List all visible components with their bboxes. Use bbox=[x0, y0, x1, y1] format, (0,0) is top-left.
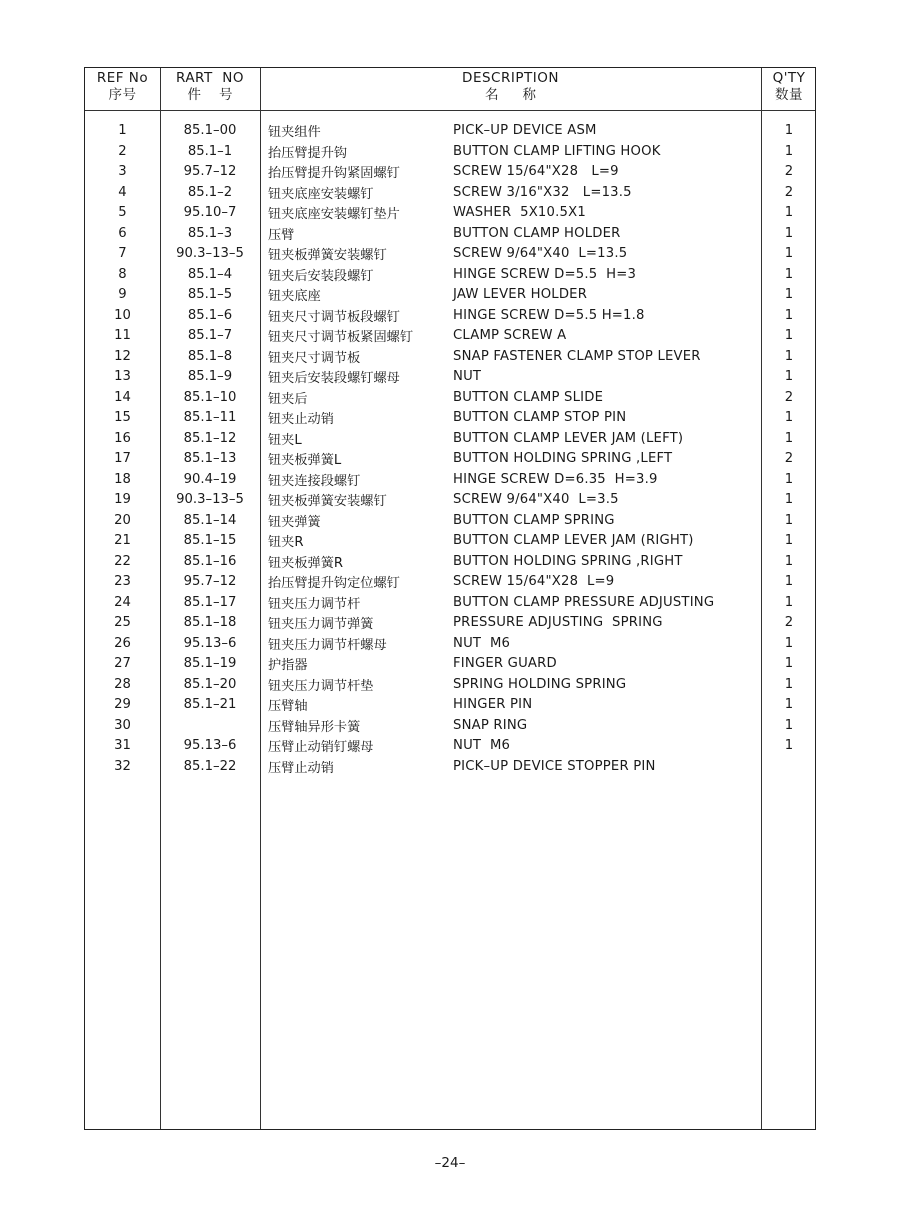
cell-ref-no: 7 bbox=[118, 246, 127, 261]
table-row bbox=[85, 388, 817, 409]
cell-ref-no: 4 bbox=[118, 184, 127, 200]
cell-quantity: 1 bbox=[784, 307, 794, 323]
table-row bbox=[85, 429, 817, 450]
cell-ref-no: 2 bbox=[118, 143, 127, 159]
cell-description-en: SCREW 9/64"X40 L=13.5 bbox=[453, 246, 628, 261]
cell-name-cn: 压臂轴 bbox=[268, 699, 308, 714]
table-row bbox=[85, 162, 817, 183]
cell-part-no: 85.1–14 bbox=[183, 512, 237, 528]
cell-name-cn: 钮夹止动销 bbox=[268, 412, 334, 427]
header-divider bbox=[85, 110, 815, 111]
cell-description-en: BUTTON CLAMP LIFTING HOOK bbox=[453, 143, 661, 159]
table-row bbox=[85, 244, 817, 265]
cell-description-en: SCREW 3/16"X32 L=13.5 bbox=[453, 184, 632, 200]
cell-part-no: 85.1–18 bbox=[183, 615, 237, 630]
cell-description-en: PICK–UP DEVICE ASM bbox=[453, 123, 597, 138]
cell-name-cn: 钮夹压力调节杆螺母 bbox=[268, 637, 387, 653]
cell-description-en: BUTTON CLAMP HOLDER bbox=[453, 225, 621, 241]
table-row bbox=[85, 306, 817, 327]
table-row bbox=[85, 654, 817, 675]
cell-description-en: BUTTON CLAMP SPRING bbox=[453, 512, 615, 528]
cell-quantity: 1 bbox=[784, 512, 794, 528]
cell-quantity: 1 bbox=[784, 574, 794, 589]
table-row bbox=[85, 449, 817, 470]
cell-name-cn: 钮夹后 bbox=[268, 391, 308, 407]
cell-part-no: 90.4–19 bbox=[183, 471, 237, 487]
cell-quantity: 1 bbox=[784, 410, 794, 425]
cell-name-cn: 钮夹弹簧 bbox=[268, 514, 321, 530]
parts-table bbox=[84, 67, 816, 1130]
cell-ref-no: 5 bbox=[118, 205, 127, 220]
cell-part-no: 85.1–11 bbox=[183, 410, 237, 425]
cell-name-cn: 钮夹底座安装螺钉垫片 bbox=[268, 207, 400, 222]
cell-ref-no: 13 bbox=[114, 369, 131, 384]
cell-description-en: NUT bbox=[453, 369, 482, 384]
table-row bbox=[85, 736, 817, 757]
cell-description-en: SCREW 15/64"X28 L=9 bbox=[453, 574, 615, 589]
cell-description-en: BUTTON HOLDING SPRING ,LEFT bbox=[453, 451, 673, 466]
cell-name-cn: 压臂止动销钉螺母 bbox=[268, 740, 374, 755]
table-row bbox=[85, 490, 817, 511]
cell-ref-no: 14 bbox=[114, 389, 131, 405]
header-part-en: RART NO bbox=[175, 70, 245, 86]
cell-description-en: WASHER 5X10.5X1 bbox=[453, 205, 586, 220]
cell-quantity: 1 bbox=[784, 471, 794, 487]
cell-ref-no: 3 bbox=[118, 164, 127, 179]
cell-part-no: 85.1–9 bbox=[187, 369, 233, 384]
cell-part-no: 85.1–10 bbox=[183, 389, 237, 405]
cell-part-no: 95.13–6 bbox=[183, 635, 237, 651]
cell-description-en: SNAP RING bbox=[453, 717, 528, 733]
cell-ref-no: 31 bbox=[114, 738, 131, 753]
cell-ref-no: 21 bbox=[114, 533, 131, 548]
cell-name-cn: 钮夹组件 bbox=[268, 125, 321, 140]
cell-name-cn: 钮夹板弹簧L bbox=[268, 453, 342, 468]
cell-part-no: 85.1–8 bbox=[187, 348, 233, 364]
cell-name-cn: 压臂 bbox=[268, 227, 295, 243]
cell-name-cn: 钮夹压力调节杆 bbox=[268, 596, 361, 612]
table-row bbox=[85, 203, 817, 224]
page-number: –24– bbox=[434, 1155, 466, 1171]
header-ref-en: REF No bbox=[96, 70, 149, 86]
header-description bbox=[260, 70, 761, 110]
cell-description-en: PRESSURE ADJUSTING SPRING bbox=[453, 615, 663, 630]
table-row bbox=[85, 265, 817, 286]
cell-name-cn: 抬压臂提升钩 bbox=[268, 145, 348, 161]
cell-ref-no: 30 bbox=[114, 717, 131, 733]
cell-quantity: 1 bbox=[784, 348, 794, 364]
cell-description-en: CLAMP SCREW A bbox=[453, 328, 567, 343]
table-row bbox=[85, 511, 817, 532]
cell-ref-no: 8 bbox=[118, 266, 127, 282]
cell-part-no: 95.7–12 bbox=[183, 164, 237, 179]
cell-name-cn: 钮夹后安装段螺钉螺母 bbox=[268, 371, 400, 386]
header-part-no bbox=[160, 70, 260, 110]
cell-description-en: HINGER PIN bbox=[453, 697, 533, 712]
cell-ref-no: 17 bbox=[114, 451, 131, 466]
cell-part-no: 90.3–13–5 bbox=[176, 492, 244, 507]
cell-ref-no: 26 bbox=[114, 635, 131, 651]
cell-description-en: SCREW 15/64"X28 L=9 bbox=[453, 164, 619, 179]
cell-part-no: 95.7–12 bbox=[183, 574, 237, 589]
cell-description-en: NUT M6 bbox=[453, 635, 511, 651]
cell-name-cn: 钮夹底座 bbox=[268, 289, 321, 304]
cell-name-cn: 钮夹尺寸调节板 bbox=[268, 350, 361, 366]
table-row bbox=[85, 531, 817, 552]
table-row bbox=[85, 285, 817, 306]
cell-name-cn: 钮夹连接段螺钉 bbox=[268, 473, 361, 489]
cell-part-no: 85.1–00 bbox=[183, 123, 237, 138]
cell-ref-no: 27 bbox=[114, 656, 131, 671]
cell-description-en: JAW LEVER HOLDER bbox=[453, 287, 588, 302]
table-row bbox=[85, 408, 817, 429]
cell-name-cn: 钮夹尺寸调节板段螺钉 bbox=[268, 309, 400, 325]
cell-part-no: 90.3–13–5 bbox=[176, 246, 244, 261]
cell-quantity: 1 bbox=[784, 266, 794, 282]
cell-name-cn: 钮夹板弹簧安装螺钉 bbox=[268, 248, 387, 263]
cell-ref-no: 32 bbox=[114, 758, 131, 774]
cell-part-no: 95.13–6 bbox=[183, 738, 237, 753]
cell-part-no: 85.1–13 bbox=[183, 451, 237, 466]
cell-description-en: BUTTON CLAMP SLIDE bbox=[453, 389, 604, 405]
cell-description-en: FINGER GUARD bbox=[453, 656, 557, 671]
cell-quantity: 1 bbox=[784, 533, 794, 548]
cell-description-en: HINGE SCREW D=6.35 H=3.9 bbox=[453, 471, 658, 487]
cell-name-cn: 钮夹R bbox=[268, 535, 304, 550]
cell-part-no: 95.10–7 bbox=[183, 205, 237, 220]
cell-description-en: HINGE SCREW D=5.5 H=3 bbox=[453, 266, 637, 282]
cell-name-cn: 钮夹底座安装螺钉 bbox=[268, 186, 374, 202]
table-row bbox=[85, 326, 817, 347]
cell-part-no: 85.1–16 bbox=[183, 553, 237, 569]
cell-description-en: SCREW 9/64"X40 L=3.5 bbox=[453, 492, 619, 507]
cell-ref-no: 19 bbox=[114, 492, 131, 507]
cell-part-no: 85.1–22 bbox=[183, 758, 237, 774]
cell-name-cn: 钮夹尺寸调节板紧固螺钉 bbox=[268, 330, 414, 345]
cell-quantity: 1 bbox=[784, 143, 794, 159]
cell-ref-no: 1 bbox=[118, 123, 127, 138]
cell-name-cn: 钮夹L bbox=[268, 432, 302, 448]
cell-quantity: 1 bbox=[784, 656, 794, 671]
cell-ref-no: 28 bbox=[114, 676, 131, 692]
cell-ref-no: 25 bbox=[114, 615, 131, 630]
cell-quantity: 1 bbox=[784, 676, 794, 692]
cell-part-no: 85.1–19 bbox=[183, 656, 237, 671]
cell-part-no: 85.1–20 bbox=[183, 676, 237, 692]
cell-part-no: 85.1–1 bbox=[187, 143, 233, 159]
cell-name-cn: 压臂止动销 bbox=[268, 760, 334, 776]
cell-part-no: 85.1–2 bbox=[187, 184, 233, 200]
cell-part-no: 85.1–6 bbox=[187, 307, 233, 323]
cell-quantity: 1 bbox=[784, 697, 794, 712]
cell-part-no: 85.1–12 bbox=[183, 430, 237, 446]
cell-quantity: 1 bbox=[784, 123, 794, 138]
cell-name-cn: 抬压臂提升钩紧固螺钉 bbox=[268, 166, 400, 181]
header-qty-cn: 数量 bbox=[775, 87, 803, 103]
table-row bbox=[85, 183, 817, 204]
cell-ref-no: 16 bbox=[114, 430, 131, 446]
cell-quantity: 1 bbox=[784, 328, 794, 343]
cell-description-en: NUT M6 bbox=[453, 738, 511, 753]
table-row bbox=[85, 675, 817, 696]
cell-quantity: 1 bbox=[784, 369, 794, 384]
cell-ref-no: 18 bbox=[114, 471, 131, 487]
cell-description-en: BUTTON CLAMP PRESSURE ADJUSTING bbox=[453, 594, 715, 610]
cell-part-no: 85.1–4 bbox=[187, 266, 233, 282]
cell-part-no: 85.1–5 bbox=[187, 287, 233, 302]
table-row bbox=[85, 142, 817, 163]
cell-quantity: 1 bbox=[784, 287, 794, 302]
cell-quantity: 1 bbox=[784, 635, 794, 651]
table-body bbox=[85, 121, 817, 777]
table-row bbox=[85, 695, 817, 716]
cell-part-no: 85.1–21 bbox=[183, 697, 237, 712]
table-row bbox=[85, 634, 817, 655]
cell-description-en: BUTTON CLAMP STOP PIN bbox=[453, 410, 627, 425]
header-ref-no bbox=[85, 70, 160, 110]
cell-name-cn: 钮夹压力调节弹簧 bbox=[268, 617, 374, 632]
cell-quantity: 2 bbox=[784, 164, 794, 179]
cell-quantity: 1 bbox=[784, 553, 794, 569]
table-row bbox=[85, 613, 817, 634]
cell-quantity: 2 bbox=[784, 389, 794, 405]
cell-name-cn: 钮夹压力调节杆垫 bbox=[268, 678, 374, 694]
cell-name-cn: 钮夹板弹簧安装螺钉 bbox=[268, 494, 387, 509]
table-row bbox=[85, 716, 817, 737]
cell-description-en: SNAP FASTENER CLAMP STOP LEVER bbox=[453, 348, 701, 364]
table-row bbox=[85, 470, 817, 491]
table-row bbox=[85, 347, 817, 368]
cell-description-en: BUTTON HOLDING SPRING ,RIGHT bbox=[453, 553, 683, 569]
cell-ref-no: 22 bbox=[114, 553, 131, 569]
cell-ref-no: 6 bbox=[118, 225, 127, 241]
table-row bbox=[85, 572, 817, 593]
cell-description-en: BUTTON CLAMP LEVER JAM (LEFT) bbox=[453, 430, 684, 446]
header-qty-en: Q'TY bbox=[772, 70, 806, 86]
cell-name-cn: 钮夹后安装段螺钉 bbox=[268, 268, 374, 284]
cell-quantity: 2 bbox=[784, 184, 794, 200]
cell-quantity: 1 bbox=[784, 738, 794, 753]
cell-part-no: 85.1–3 bbox=[187, 225, 233, 241]
cell-quantity: 1 bbox=[784, 430, 794, 446]
cell-description-en: BUTTON CLAMP LEVER JAM (RIGHT) bbox=[453, 533, 694, 548]
cell-quantity: 1 bbox=[784, 492, 794, 507]
cell-description-en: PICK–UP DEVICE STOPPER PIN bbox=[453, 758, 656, 774]
cell-quantity: 1 bbox=[784, 205, 794, 220]
cell-ref-no: 29 bbox=[114, 697, 131, 712]
table-row bbox=[85, 367, 817, 388]
cell-quantity: 1 bbox=[784, 246, 794, 261]
cell-description-en: HINGE SCREW D=5.5 H=1.8 bbox=[453, 307, 645, 323]
table-row bbox=[85, 552, 817, 573]
cell-part-no: 85.1–17 bbox=[183, 594, 237, 610]
cell-part-no: 85.1–15 bbox=[183, 533, 237, 548]
table-row bbox=[85, 593, 817, 614]
cell-name-cn: 压臂轴异形卡簧 bbox=[268, 719, 361, 735]
cell-name-cn: 护指器 bbox=[268, 658, 308, 673]
cell-ref-no: 23 bbox=[114, 574, 131, 589]
cell-part-no: 85.1–7 bbox=[187, 328, 233, 343]
table-row bbox=[85, 121, 817, 142]
cell-ref-no: 20 bbox=[114, 512, 131, 528]
header-part-cn: 件号 bbox=[187, 87, 251, 103]
cell-description-en: SPRING HOLDING SPRING bbox=[453, 676, 627, 692]
header-desc-cn: 名称 bbox=[485, 87, 560, 103]
cell-quantity: 2 bbox=[784, 451, 794, 466]
table-row bbox=[85, 224, 817, 245]
cell-ref-no: 12 bbox=[114, 348, 131, 364]
header-desc-en: DESCRIPTION bbox=[462, 70, 559, 86]
cell-ref-no: 24 bbox=[114, 594, 131, 610]
cell-ref-no: 11 bbox=[114, 328, 131, 343]
header-quantity bbox=[761, 70, 817, 110]
table-row bbox=[85, 757, 817, 778]
cell-quantity: 1 bbox=[784, 717, 794, 733]
header-ref-cn: 序号 bbox=[108, 87, 137, 103]
cell-name-cn: 钮夹板弹簧R bbox=[268, 555, 344, 571]
cell-quantity: 2 bbox=[784, 615, 794, 630]
cell-quantity: 1 bbox=[784, 594, 794, 610]
cell-ref-no: 15 bbox=[114, 410, 131, 425]
cell-name-cn: 抬压臂提升钩定位螺钉 bbox=[268, 576, 400, 591]
cell-ref-no: 9 bbox=[118, 287, 127, 302]
cell-quantity: 1 bbox=[784, 225, 794, 241]
cell-ref-no: 10 bbox=[114, 307, 131, 323]
